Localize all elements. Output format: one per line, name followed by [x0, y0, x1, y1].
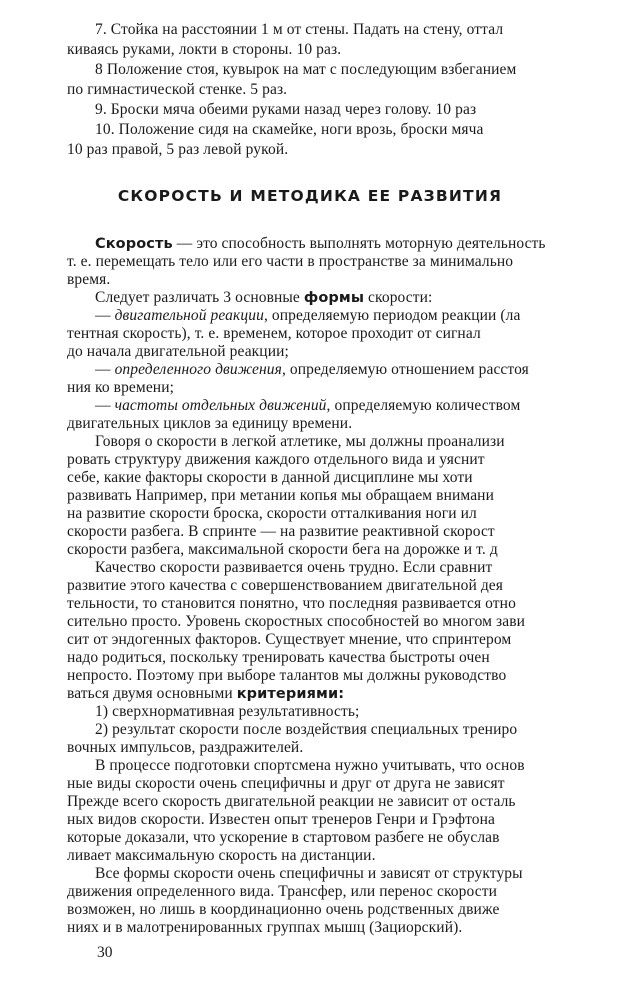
body-line: сительно просто. Уровень скоростных способностей во многом зави — [67, 613, 526, 630]
text-span: Следует различать 3 основные — [95, 289, 304, 306]
body-line — [95, 288, 620, 308]
body-line — [95, 396, 620, 415]
body-line: т. е. перемещать тело или его части в пространстве за минимально — [67, 253, 514, 270]
body-line: Прежде всего скорость двигательной реакции не зависит от осталь — [67, 793, 516, 810]
body-line: тельности, то становится понятно, что последняя развивается отно — [67, 595, 516, 612]
exercise-7-line-1: 7. Стойка на расстоянии 1 м от стены. Падать на стену, оттал — [95, 21, 504, 38]
body-line: время. — [67, 271, 111, 288]
exercise-8-line-2: по гимнастической стенке. 5 раз. — [67, 81, 288, 98]
term-reaction: двигательной реакции — [114, 307, 264, 324]
body-line: скорости разбега, максимальной скорости бега на дорожке и т. д — [67, 541, 498, 558]
term-frequency: частоты отдельных движений — [114, 397, 327, 414]
body-line: развивать Например, при метании копья мы обращаем внимани — [67, 487, 494, 504]
term-criteria: критериями: — [236, 686, 345, 702]
dash: — — [95, 361, 115, 378]
body-line: возможен, но лишь в координационно очень родственных движе — [67, 901, 500, 918]
body-line: вочных импульсов, раздражителей. — [67, 739, 304, 756]
body-line — [95, 360, 620, 379]
exercise-10-line-2: 10 раз правой, 5 раз левой рукой. — [67, 141, 289, 158]
body-line: которые доказали, что ускорение в стартовом разбеге не обуслав — [67, 829, 500, 846]
body-line: Говоря о скорости в легкой атлетике, мы должны проанализи — [95, 433, 505, 450]
body-line: ные виды скорости очень специфичны и друг от друга не зависят — [67, 775, 505, 792]
body-line: 2) результат скорости после воздействия специальных трениро — [95, 721, 518, 738]
body-line: ных видов скорости. Известен опыт тренеров Генри и Грэфтона — [67, 811, 495, 828]
exercise-9-line-1: 9. Броски мяча обеими руками назад через голову. 10 раз — [95, 101, 477, 118]
text-span: ваться двумя основными — [67, 685, 237, 702]
body-line — [67, 684, 620, 704]
exercise-7-line-2: киваясь руками, локти в стороны. 10 раз. — [67, 41, 342, 58]
term-speed: Скорость — [95, 236, 173, 252]
body-line: непросто. Поэтому при выборе талантов мы должны руководство — [67, 667, 507, 684]
body-line: двигательных циклов за единицу времени. — [67, 415, 353, 432]
text-span: скорости: — [364, 289, 433, 306]
body-line: тентная скорость), т. е. временем, которое проходит от сигнал — [67, 325, 481, 342]
body-line: ровать структуру движения каждого отдельного вида и уяснит — [67, 451, 485, 468]
body-line: ния ко времени; — [67, 379, 174, 396]
text-span: , определяемую количеством — [326, 397, 521, 414]
body-line — [95, 306, 620, 325]
exercise-10-line-1: 10. Положение сидя на скамейке, ноги врозь, броски мяча — [95, 121, 484, 138]
body-line: развитие этого качества с совершенствованием двигательной дея — [67, 577, 504, 594]
body-line: Качество скорости развивается очень трудно. Если сравнит — [95, 559, 493, 576]
body-line: 1) сверхнормативная результативность; — [95, 703, 360, 720]
dash: — — [95, 397, 115, 414]
body-line — [95, 234, 620, 254]
body-line: ливает максимальную скорость на дистанции. — [67, 847, 376, 864]
body-line: В процессе подготовки спортсмена нужно учитывать, что основ — [95, 757, 525, 774]
text-span: , определяемую периодом реакции (ла — [263, 307, 521, 324]
body-line: на развитие скорости броска, скорости отталкивания ноги ил — [67, 505, 477, 522]
term-forms: формы — [303, 290, 365, 306]
body-line: скорости разбега. В спринте — на развитие реактивной скорост — [67, 523, 495, 540]
dash: — — [95, 307, 115, 324]
text-span: — это способность выполнять моторную деятельность — [172, 235, 546, 252]
section-title: СКОРОСТЬ И МЕТОДИКА ЕЕ РАЗВИТИЯ — [117, 187, 503, 205]
page-number: 30 — [97, 944, 113, 961]
body-line: движения определенного вида. Трансфер, или перенос скорости — [67, 883, 497, 900]
body-line: себе, какие факторы скорости в данной дисциплине мы хоти — [67, 469, 473, 486]
text-span: , определяемую отношением расстоя — [281, 361, 529, 378]
body-line: ниях и в малотренированных группах мышц (Зациорский). — [67, 919, 463, 936]
term-movement: определенного движения — [114, 361, 282, 378]
body-line: Все формы скорости очень специфичны и зависят от структуры — [95, 865, 523, 882]
exercise-8-line-1: 8 Положение стоя, кувырок на мат с последующим взбеганием — [95, 61, 517, 78]
body-line: надо родиться, поскольку тренировать качества быстроты очен — [67, 649, 490, 666]
body-line: сит от эндогенных факторов. Существует мнение, что спринтером — [67, 631, 512, 648]
body-line: до начала двигательной реакции; — [67, 343, 289, 360]
